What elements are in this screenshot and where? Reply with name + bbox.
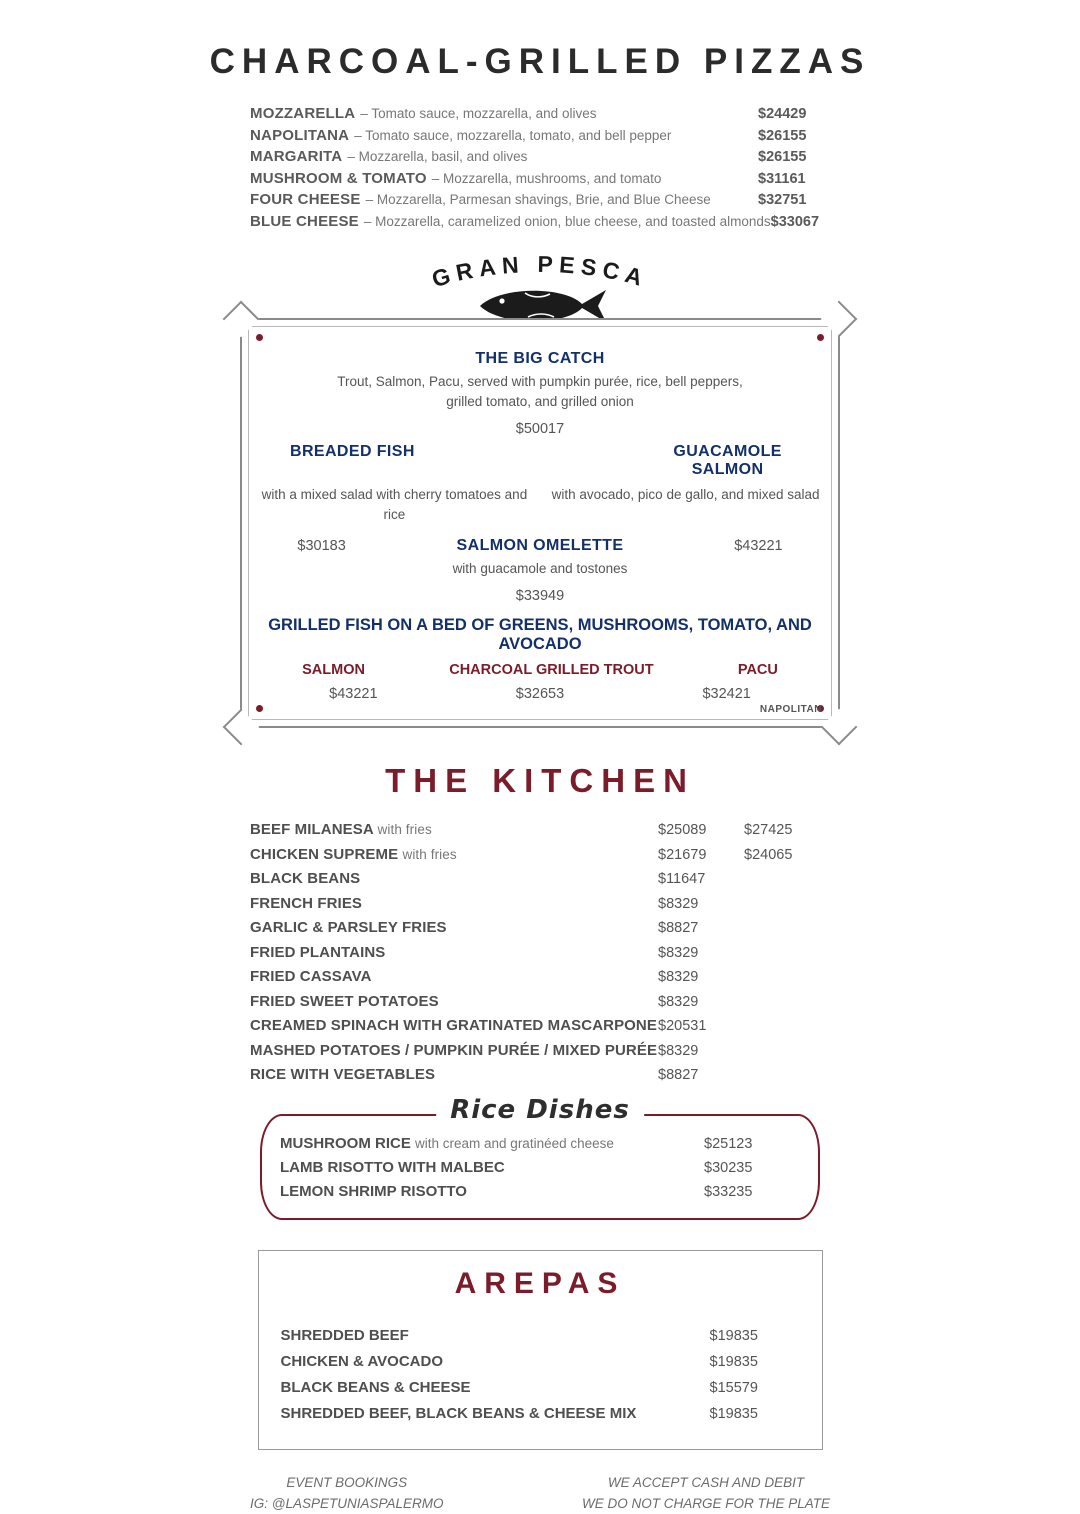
gran-pesca-plaque [240,318,840,728]
grilled-option-price: $32421 [702,686,751,702]
rice-dishes-title: Rice Dishes [436,1095,644,1125]
grilled-option-price: $32653 [515,686,565,702]
arepa-price: $19835 [709,1405,758,1422]
list-item [281,1375,800,1401]
list-item [250,104,830,125]
big-catch-price: $50017 [515,421,565,437]
kitchen-item-label: RICE WITH VEGETABLES [250,1066,436,1083]
pizza-price: $33067 [770,213,820,230]
footer-payment-note: WE ACCEPT CASH AND DEBIT [607,1474,805,1490]
kitchen-item-label: FRENCH FRIES [250,894,363,912]
list-item [250,190,830,211]
kitchen-item-price: $8329 [658,969,699,985]
table-row [250,965,830,990]
guacamole-salmon-name: GUACAMOLE SALMON [673,443,782,478]
gran-pesca-arc-title [240,246,840,308]
big-catch-desc: Trout, Salmon, Pacu, served with pumpkin purée, rice, bell peppers, grilled tomato, and grilled onion [337,374,743,409]
kitchen-item-price: $8329 [658,1042,699,1059]
pizza-desc: – Mozzarella, basil, and olives [347,149,528,164]
list-item [250,147,830,168]
table-row [250,916,830,941]
arepas-section-title: AREPAS [454,1266,626,1300]
kitchen-item-label: MASHED POTATOES / PUMPKIN PURÉE / MIXED PURÉE [250,1041,658,1059]
kitchen-item-label: FRIED SWEET POTATOES [250,992,439,1010]
kitchen-item-name [250,916,658,940]
pizza-name: MOZZARELLA [250,105,356,122]
guacamole-salmon-desc: with avocado, pico de gallo, and mixed salad [551,487,820,502]
kitchen-item-name [250,892,658,916]
plaque-notch [821,709,858,746]
arepa-price: $19835 [709,1327,758,1344]
plaque-screw-dot [256,705,263,712]
table-row [250,990,830,1015]
pizza-name: MUSHROOM & TOMATO [250,169,427,187]
rice-item-label: LEMON SHRIMP RISOTTO [280,1182,467,1200]
footer-instagram: IG: @LASPETUNIASPALERMO [250,1495,444,1511]
breaded-fish-name: BREADED FISH [289,443,415,460]
kitchen-item-name [250,818,658,842]
list-item [280,1132,800,1156]
kitchen-item-price: $21679 [658,846,707,863]
rice-item-price: $33235 [704,1183,753,1200]
kitchen-item-name [250,990,658,1014]
guacamole-salmon-price: $43221 [734,538,783,554]
kitchen-item-name [250,867,658,891]
rice-item-price: $30235 [704,1159,753,1176]
kitchen-item-name [250,843,658,867]
guacamole-salmon-item [635,443,820,479]
pizzas-section-title: CHARCOAL-GRILLED PIZZAS [209,42,871,81]
rice-item-label: LAMB RISOTTO WITH MALBEC [280,1158,505,1176]
list-item [280,1156,800,1180]
salmon-omelette-desc: with guacamole and tostones [452,561,628,576]
arepa-name: SHREDDED BEEF [280,1326,409,1344]
pizza-desc: – Mozzarella, mushrooms, and tomato [431,170,662,186]
list-item [280,1180,800,1204]
list-item [281,1349,800,1375]
kitchen-item-price2: $27425 [744,822,793,838]
breaded-fish-item [260,443,445,461]
table-row [250,1014,830,1039]
rice-item-label: MUSHROOM RICE [280,1134,411,1152]
grilled-option-name: CHARCOAL GRILLED TROUT [449,662,654,678]
kitchen-item-label: BLACK BEANS [250,870,361,887]
rice-dishes-section [260,1094,820,1220]
salmon-omelette-price: $33949 [515,588,565,604]
rice-item-name [280,1156,704,1180]
footer [250,1472,830,1514]
kitchen-item-label: GARLIC & PARSLEY FRIES [250,919,447,936]
list-item [250,212,830,233]
table-row [250,867,830,892]
kitchen-item-price: $20531 [658,1018,707,1034]
kitchen-item-sub: with fries [377,822,432,837]
kitchen-item-price: $8827 [658,920,699,936]
arepa-name: BLACK BEANS & CHEESE [280,1378,471,1396]
svg-text:GRAN PESCA: GRAN PESCA [428,250,652,293]
rice-item-name [280,1180,704,1204]
rice-item-name [280,1132,704,1156]
kitchen-item-label: CREAMED SPINACH WITH GRATINATED MASCARPONE [250,1017,657,1034]
kitchen-item-name [250,1014,658,1038]
table-row [250,1039,830,1064]
footer-left [250,1472,444,1514]
grilled-option-price: $43221 [329,686,378,702]
arepa-price: $19835 [709,1353,758,1370]
pizzas-list [250,104,830,232]
footer-plate-note: WE DO NOT CHARGE FOR THE PLATE [581,1495,830,1511]
table-row [250,818,830,843]
kitchen-item-label: CHICKEN SUPREME [250,845,399,863]
gran-pesca-section [240,246,840,728]
kitchen-item-label: BEEF MILANESA [250,821,374,838]
breaded-fish-price: $30183 [297,538,346,554]
pizza-desc: – Tomato sauce, mozzarella, and olives [360,106,597,121]
kitchen-section-title: THE KITCHEN [385,762,695,799]
kitchen-list [250,818,830,1088]
kitchen-column2-label: NAPOLITAN [759,704,822,715]
rice-item-price: $25123 [704,1135,753,1152]
pizza-name: MARGARITA [250,148,343,165]
kitchen-item-price2: $24065 [744,846,793,863]
arepa-name: SHREDDED BEEF, BLACK BEANS & CHEESE MIX [280,1404,637,1422]
plaque-notch [223,709,260,746]
kitchen-item-name [250,941,658,965]
pizza-price: $26155 [758,127,807,144]
grilled-option-name: PACU [737,662,778,678]
kitchen-item-price: $25089 [658,822,707,838]
table-row [250,941,830,966]
menu-page [0,42,1080,1511]
pizza-name: NAPOLITANA [250,126,350,144]
kitchen-item-name [250,1063,658,1087]
pizza-desc: – Mozzarella, Parmesan shavings, Brie, and Blue Cheese [365,192,711,207]
list-item [250,169,830,190]
table-row [250,1063,830,1088]
rice-item-sub: with cream and gratinéed cheese [415,1135,614,1151]
kitchen-item-price: $8329 [658,944,699,961]
table-row [250,843,830,868]
list-item [281,1401,800,1427]
grilled-option-name: SALMON [302,662,365,678]
footer-right [582,1472,830,1514]
pizza-desc: – Tomato sauce, mozzarella, tomato, and bell pepper [354,127,672,143]
kitchen-item-name [250,965,658,989]
plaque-screw-dot [256,334,263,341]
kitchen-item-name [250,1039,658,1063]
kitchen-item-label: FRIED PLANTAINS [250,943,386,961]
pizza-price: $31161 [758,170,806,187]
pizza-name: FOUR CHEESE [250,191,361,208]
pizza-desc: – Mozzarella, caramelized onion, blue cheese, and toasted almonds [363,213,771,229]
table-row [250,892,830,917]
big-catch-name: THE BIG CATCH [475,350,605,367]
list-item [281,1323,800,1349]
footer-event-bookings: EVENT BOOKINGS [286,1474,408,1490]
kitchen-item-label: FRIED CASSAVA [250,968,372,985]
pizza-price: $24429 [758,106,807,122]
pizza-price: $26155 [758,149,807,165]
pizza-price: $32751 [758,192,807,208]
kitchen-item-sub: with fries [402,846,457,862]
arepas-section [258,1250,823,1450]
list-item [250,126,830,147]
kitchen-item-price: $8329 [658,993,699,1010]
pizza-name: BLUE CHEESE [250,212,359,230]
arepa-price: $15579 [709,1379,758,1396]
salmon-omelette-name: SALMON OMELETTE [456,537,624,554]
breaded-fish-desc: with a mixed salad with cherry tomatoes and rice [261,487,528,522]
grilled-fish-heading: GRILLED FISH ON A BED OF GREENS, MUSHROOMS, TOMATO, AND AVOCADO [268,616,812,653]
kitchen-item-price: $8827 [658,1067,699,1083]
arepa-name: CHICKEN & AVOCADO [280,1352,444,1370]
plaque-screw-dot [817,334,824,341]
kitchen-item-price: $8329 [658,895,699,912]
kitchen-item-price: $11647 [658,871,706,887]
